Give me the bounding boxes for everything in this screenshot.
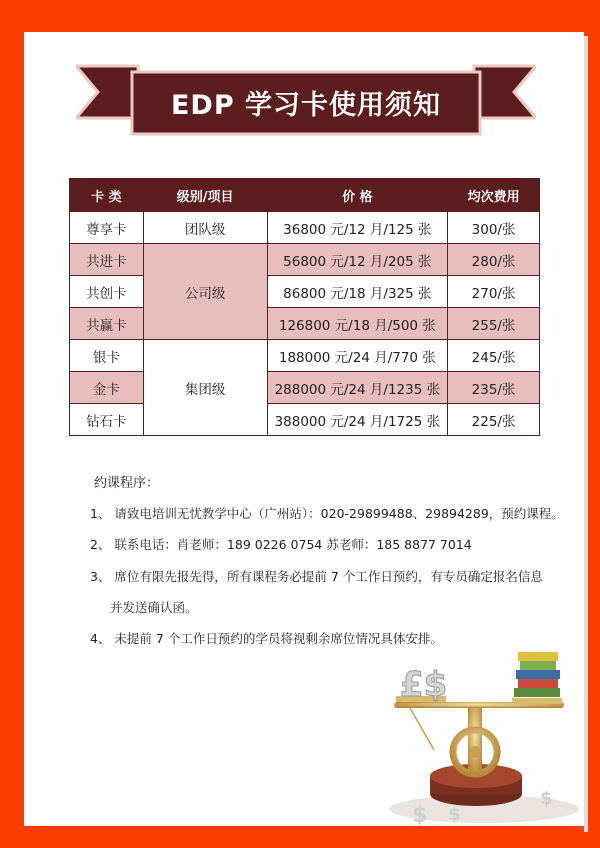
note-item-3-continued: 并发送确认函。 xyxy=(110,600,198,615)
table-row xyxy=(70,276,540,308)
price-cell: 86800 元/18 月/325 张 xyxy=(267,276,448,308)
avg-cell: 300/张 xyxy=(448,212,540,244)
balance-scale-illustration xyxy=(364,644,584,826)
table-row xyxy=(70,404,540,436)
title-ribbon xyxy=(76,60,536,144)
avg-cell: 225/张 xyxy=(448,404,540,436)
table-header-row xyxy=(70,179,540,212)
table-row xyxy=(70,212,540,244)
avg-cell: 270/张 xyxy=(448,276,540,308)
card-name: 银卡 xyxy=(70,340,144,372)
document-page xyxy=(24,32,584,826)
avg-cell: 235/张 xyxy=(448,372,540,404)
card-name: 钻石卡 xyxy=(70,404,144,436)
scale-image xyxy=(364,644,584,826)
card-name: 金卡 xyxy=(70,372,144,404)
note-item-4: 4、 未提前 7 个工作日预约的学员将视剩余席位情况具体安排。 xyxy=(90,631,443,646)
note-item-3: 3、 席位有限先报先得，所有课程务必提前 7 个工作日预约，有专员确定报名信息 xyxy=(90,569,543,584)
note-item-2: 2、 联系电话：肖老师：189 0226 0754 苏老师：185 8877 7014 xyxy=(90,537,472,552)
price-cell: 388000 元/24 月/1725 张 xyxy=(267,404,448,436)
header-price: 价 格 xyxy=(267,179,448,212)
card-name: 共进卡 xyxy=(70,244,144,276)
svg-text:$: $ xyxy=(540,788,553,809)
svg-text:$: $ xyxy=(412,803,428,826)
header-card-type: 卡 类 xyxy=(70,179,144,212)
currency-symbols: £$ xyxy=(400,665,448,705)
table-row xyxy=(70,372,540,404)
header-level: 级别/项目 xyxy=(143,179,267,212)
price-cell: 56800 元/12 月/205 张 xyxy=(267,244,448,276)
level-cell: 集团级 xyxy=(143,340,267,436)
table-row xyxy=(70,308,540,340)
avg-cell: 255/张 xyxy=(448,308,540,340)
price-cell: 36800 元/12 月/125 张 xyxy=(267,212,448,244)
avg-cell: 280/张 xyxy=(448,244,540,276)
header-avg-cost: 均次费用 xyxy=(448,179,540,212)
price-cell: 188000 元/24 月/770 张 xyxy=(267,340,448,372)
table-row xyxy=(70,244,540,276)
price-cell: 288000 元/24 月/1235 张 xyxy=(267,372,448,404)
table-row xyxy=(70,340,540,372)
price-table xyxy=(69,178,540,436)
price-cell: 126800 元/18 月/500 张 xyxy=(267,308,448,340)
level-cell: 团队级 xyxy=(143,212,267,244)
level-cell: 公司级 xyxy=(143,244,267,340)
card-name: 共创卡 xyxy=(70,276,144,308)
card-name: 尊享卡 xyxy=(70,212,144,244)
note-item-1: 1、 请致电培训无忧教学中心（广州站）：020-29899488、29894289，预约课程。 xyxy=(90,506,564,521)
card-name: 共赢卡 xyxy=(70,308,144,340)
page-title: EDP 学习卡使用须知 xyxy=(170,89,442,121)
avg-cell: 245/张 xyxy=(448,340,540,372)
notes-heading: 约课程序： xyxy=(94,476,160,491)
svg-text:$: $ xyxy=(448,804,461,825)
page-shadow xyxy=(584,36,588,832)
